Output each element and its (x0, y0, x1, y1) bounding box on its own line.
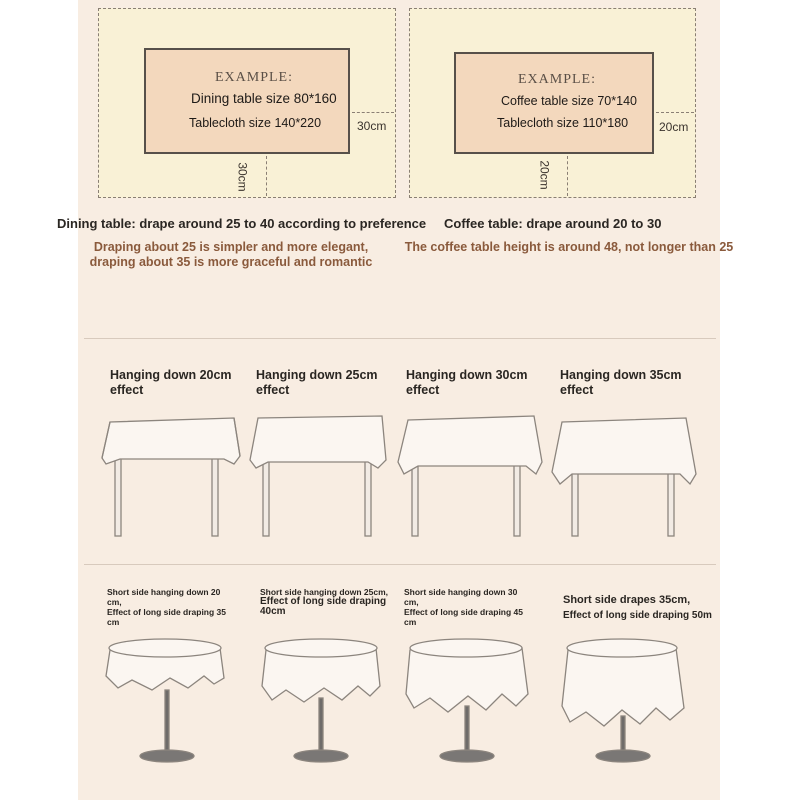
example-label: EXAMPLE: (518, 72, 596, 87)
round-table-25cm (258, 630, 384, 766)
side-drop-arrow (656, 112, 694, 113)
round-caption-30 (404, 587, 526, 627)
side-drop-label: 30cm (357, 119, 387, 133)
coffee-note: The coffee table height is around 48, not longer than 25 (404, 240, 734, 254)
round-caption-line1: Short side hanging down 20 cm, (107, 587, 221, 607)
effect-caption-30: Hanging down 30cm effect (406, 368, 528, 397)
side-drop-arrow (352, 112, 394, 113)
dining-heading: Dining table: drape around 25 to 40 according to preference (57, 216, 427, 231)
round-table-20cm (104, 630, 230, 766)
coffee-table-size: Coffee table size 70*140 (501, 94, 637, 108)
round-caption-25 (260, 587, 388, 617)
divider (84, 338, 716, 339)
bottom-drop-arrow (567, 156, 568, 196)
round-caption-line2: Effect of long side draping 35 cm (107, 607, 227, 627)
dining-table-size: Dining table size 80*160 (191, 91, 337, 106)
side-drop-label: 20cm (659, 120, 689, 134)
coffee-heading: Coffee table: drape around 20 to 30 (444, 216, 662, 231)
round-caption-35 (563, 592, 723, 624)
square-table-30cm (396, 412, 546, 540)
round-caption-20 (107, 587, 232, 627)
round-caption-line1: Short side drapes 35cm, (563, 594, 691, 606)
dining-cloth-size: Tablecloth size 140*220 (189, 116, 322, 130)
round-table-30cm (402, 630, 532, 766)
bottom-drop-label: 20cm (537, 160, 552, 190)
square-table-35cm (550, 412, 700, 540)
round-caption-line1: Short side hanging down 30 cm, (404, 587, 518, 607)
square-table-20cm (98, 412, 246, 540)
effect-caption-25: Hanging down 25cm effect (256, 368, 378, 397)
round-caption-line2: Effect of long side draping 45 cm (404, 607, 524, 627)
effect-caption-20: Hanging down 20cm effect (110, 368, 232, 397)
square-table-25cm (248, 412, 388, 540)
round-caption-line1: Short side hanging down 25cm, (260, 587, 388, 597)
example-label: EXAMPLE: (215, 70, 293, 85)
bottom-drop-label: 30cm (235, 162, 250, 192)
coffee-cloth-size: Tablecloth size 110*180 (497, 116, 629, 130)
effect-caption-35: Hanging down 35cm effect (560, 368, 682, 397)
bottom-drop-arrow (266, 156, 267, 196)
round-caption-line2: Effect of long side draping 50m (563, 610, 712, 621)
divider (84, 564, 716, 565)
round-table-35cm (558, 630, 688, 766)
round-caption-line2: Effect of long side draping 40cm (260, 596, 387, 617)
dining-note: Draping about 25 is simpler and more elegant, draping about 35 is more graceful and romantic (89, 240, 373, 269)
